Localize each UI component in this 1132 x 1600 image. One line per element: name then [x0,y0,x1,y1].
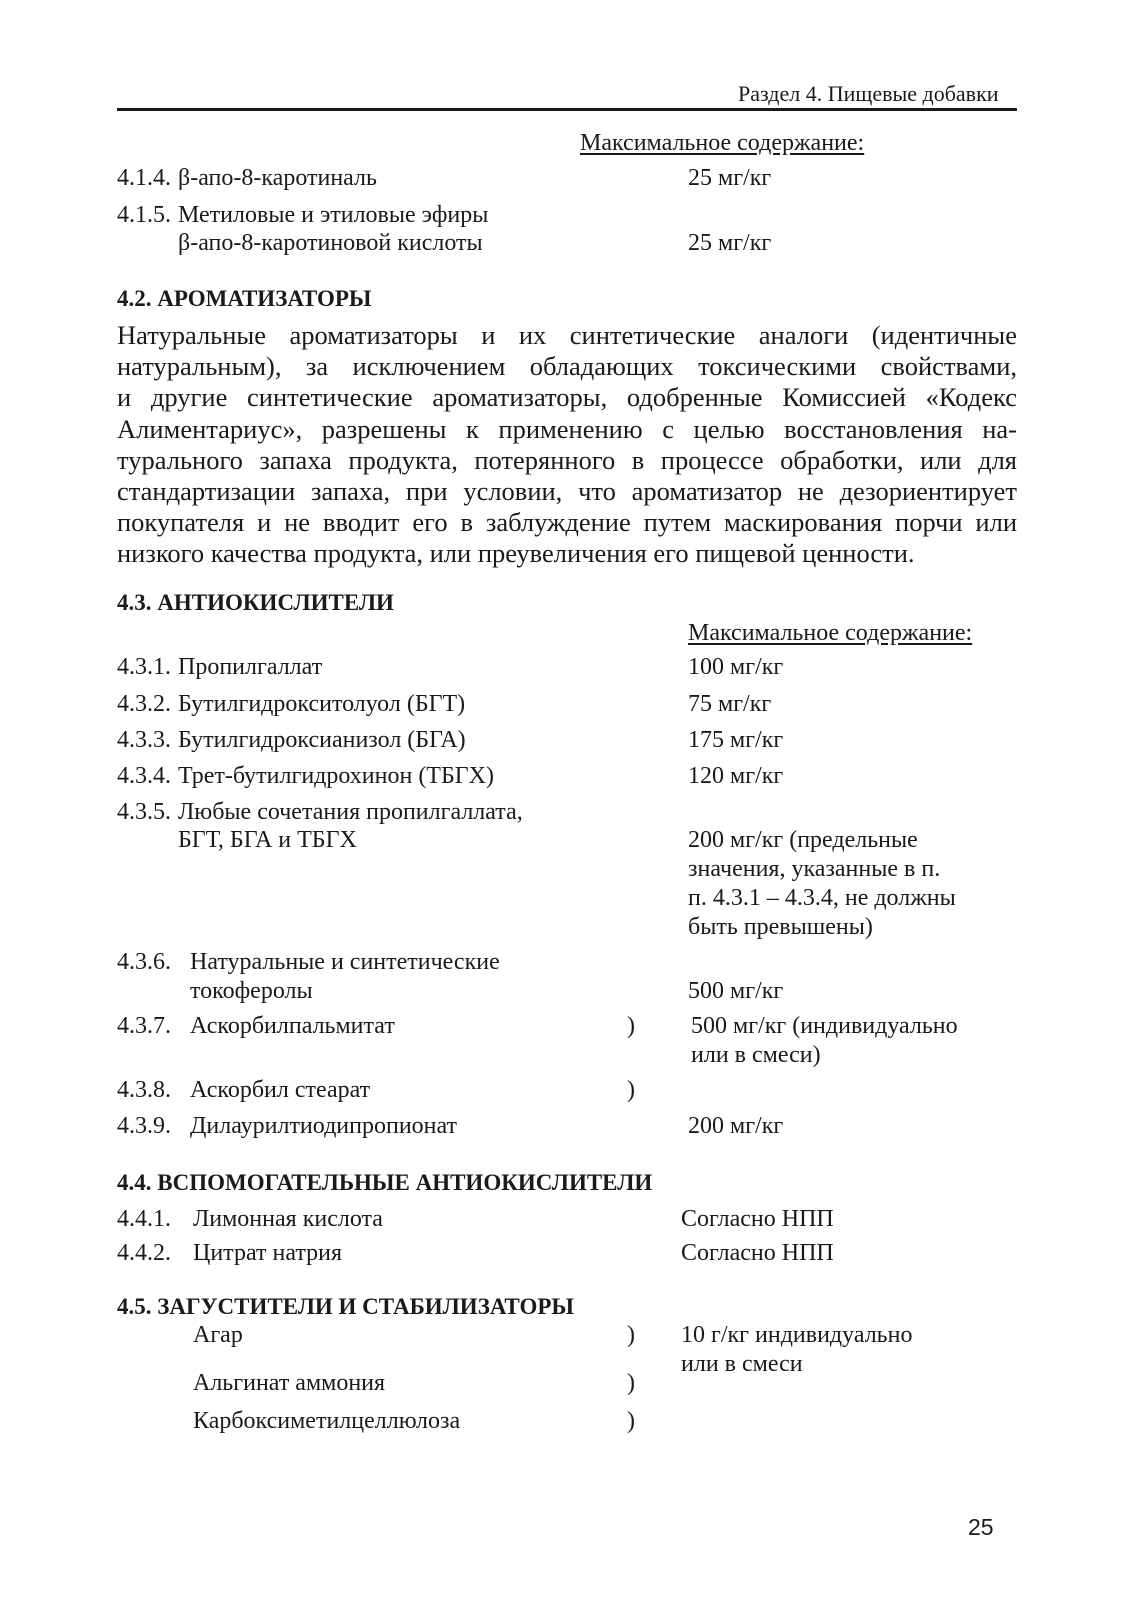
item-value-436: 500 мг/кг [688,978,784,1004]
header-rule [117,108,1017,111]
item-value-4-5-line1: 10 г/кг индивидуально [681,1322,913,1348]
item-name-431: Пропилгаллат [178,654,323,680]
item-name-415-line2: β-апо-8-каротиновой кислоты [178,230,483,256]
group-bracket-438: ) [627,1077,635,1103]
item-value-442: Согласно НПП [681,1240,834,1266]
item-number-434: 4.3.4. [117,763,171,789]
max-content-label-top: Максимальное содержание: [580,130,865,156]
item-value-433: 175 мг/кг [688,727,784,753]
group-bracket-agar: ) [627,1322,635,1348]
item-value-4-5-line2: или в смеси [681,1351,803,1377]
item-value-441: Согласно НПП [681,1206,834,1232]
item-name-437: Аскорбилпальмитат [190,1013,395,1039]
paragraph-line-6: стандартизации запаха, при условии, что ароматизатор не дезориентирует [117,476,1017,507]
paragraph-line-2: натуральным), за исключением обладающих токсическими свойствами, [117,351,1017,382]
paragraph-line-5: турального запаха продукта, потерянного в процессе обработки, или для [117,444,1017,475]
item-number-433: 4.3.3. [117,727,171,753]
running-title: Раздел 4. Пищевые добавки [738,81,999,106]
item-name-carboxymethylcellulose: Карбоксиметилцеллюлоза [193,1408,461,1434]
item-value-437-line2: или в смеси) [691,1042,821,1068]
item-name-433: Бутилгидроксианизол (БГА) [178,727,466,753]
item-value-435-line4: быть превышены) [688,914,873,940]
item-name-436-line1: Натуральные и синтетические [190,949,500,975]
paragraph-line-4: Алиментариус», разрешены к применению с целью восстановления на- [117,413,1017,444]
item-value-431: 100 мг/кг [688,654,784,680]
item-value-414: 25 мг/кг [688,165,772,191]
item-name-414: β-апо-8-каротиналь [178,165,377,191]
item-name-435-line1: Любые сочетания пропилгаллата, [178,799,523,825]
item-number-436: 4.3.6. [117,949,171,975]
item-value-435-line2: значения, указанные в п. [688,856,941,882]
item-number-432: 4.3.2. [117,691,171,717]
section-paragraph-4-2 [117,320,1017,570]
item-number-439: 4.3.9. [117,1113,171,1139]
paragraph-line-8: низкого качества продукта, или преувеличения его пищевой ценности. [117,538,915,569]
item-name-ammonium-alginate: Альгинат аммония [193,1370,386,1396]
item-name-436-line2: токоферолы [190,978,313,1004]
section-heading-4-3: 4.3. АНТИОКИСЛИТЕЛИ [117,590,394,615]
page-number: 25 [968,1514,994,1540]
group-bracket-ammonium-alginate: ) [627,1370,635,1396]
item-number-437: 4.3.7. [117,1013,171,1039]
item-name-439: Дилаурилтиодипропионат [190,1113,458,1139]
item-number-415: 4.1.5. [117,202,171,228]
item-name-441: Лимонная кислота [193,1206,383,1232]
item-name-415-line1: Метиловые и этиловые эфиры [178,202,489,228]
section-heading-4-5: 4.5. ЗАГУСТИТЕЛИ И СТАБИЛИЗАТОРЫ [117,1294,574,1319]
paragraph-line-3: и другие синтетические ароматизаторы, одобренные Комиссией «Кодекс [117,382,1017,413]
item-number-414: 4.1.4. [117,165,171,191]
paragraph-line-1: Натуральные ароматизаторы и их синтетические аналоги (идентичные [117,320,1017,350]
item-number-435: 4.3.5. [117,799,171,825]
item-value-439: 200 мг/кг [688,1113,784,1139]
item-value-437-line1: 500 мг/кг (индивидуально [691,1013,958,1039]
item-name-438: Аскорбил стеарат [190,1077,371,1103]
max-content-label-4-3: Максимальное содержание: [688,620,973,646]
item-name-agar: Агар [193,1322,243,1348]
item-number-438: 4.3.8. [117,1077,171,1103]
item-value-435-line1: 200 мг/кг (предельные [688,827,918,853]
section-heading-4-2: 4.2. АРОМАТИЗАТОРЫ [117,286,372,311]
item-value-434: 120 мг/кг [688,763,784,789]
item-value-432: 75 мг/кг [688,691,772,717]
section-heading-4-4: 4.4. ВСПОМОГАТЕЛЬНЫЕ АНТИОКИСЛИТЕЛИ [117,1170,653,1195]
item-value-415: 25 мг/кг [688,230,772,256]
item-name-434: Трет-бутилгидрохинон (ТБГХ) [178,763,494,789]
item-name-432: Бутилгидрокситолуол (БГТ) [178,691,466,717]
item-number-442: 4.4.2. [117,1240,171,1266]
item-number-431: 4.3.1. [117,654,171,680]
group-bracket-437: ) [627,1013,635,1039]
item-name-435-line2: БГТ, БГА и ТБГХ [178,827,357,853]
group-bracket-carboxymethylcellulose: ) [627,1408,635,1434]
item-value-435-line3: п. 4.3.1 – 4.3.4, не должны [688,885,956,911]
paragraph-line-7: покупателя и не вводит его в заблуждение путем маскирования порчи или [117,507,1017,538]
item-name-442: Цитрат натрия [193,1240,343,1266]
item-number-441: 4.4.1. [117,1206,171,1232]
